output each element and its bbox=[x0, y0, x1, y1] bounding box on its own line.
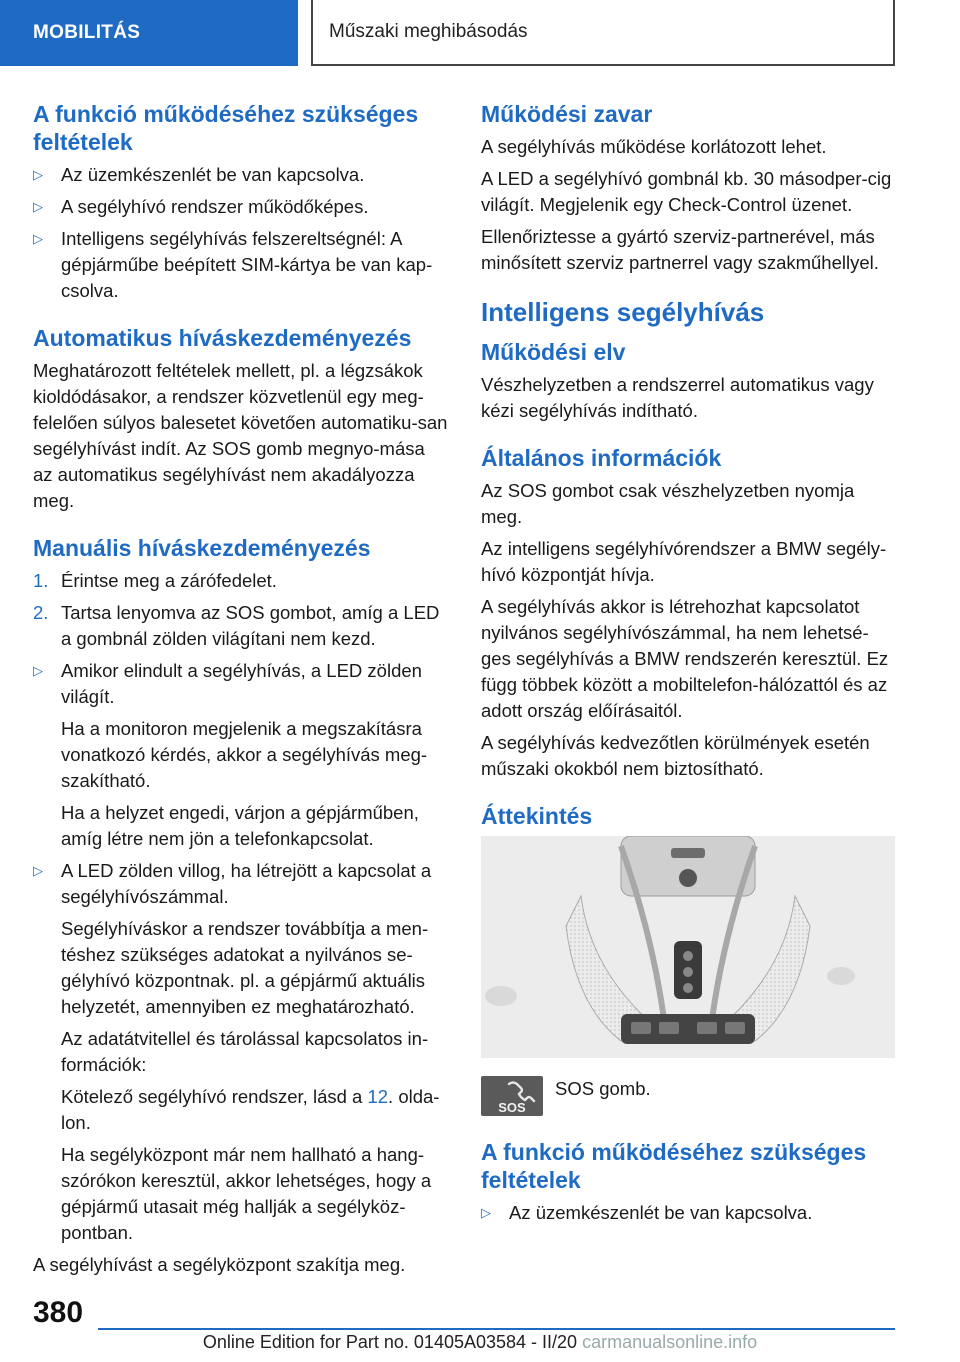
bullet-triangle-icon: ▷ bbox=[481, 1205, 491, 1220]
bullet-triangle-icon: ▷ bbox=[33, 863, 43, 878]
left-column bbox=[33, 100, 448, 1284]
paragraph: Ellenőriztesse a gyártó szerviz-partnerével, más minősített szerviz partnerrel vagy szakműhellyel. bbox=[481, 226, 879, 273]
page-header bbox=[0, 0, 960, 66]
overhead-console-image bbox=[481, 836, 895, 1058]
paragraph: Az adatátvitellel és tárolással kapcsolatos in-formációk: bbox=[61, 1028, 429, 1075]
bullet-triangle-icon: ▷ bbox=[33, 231, 43, 246]
bullet-triangle-icon: ▷ bbox=[33, 199, 43, 214]
paragraph: A segélyhívás kedvezőtlen körülmények esetén műszaki okokból nem biztosítható. bbox=[481, 732, 870, 779]
heading-conditions: A funkció működéséhez szükséges feltételek bbox=[33, 101, 419, 155]
step-item: 1. Érintse meg a zárófedelet. bbox=[33, 570, 277, 591]
list-item: ▷ A LED zölden villog, ha létrejött a kapcsolat a segélyhívószámmal. bbox=[33, 860, 432, 907]
heading-conditions: A funkció működéséhez szükséges feltételek bbox=[481, 1139, 867, 1193]
paragraph-with-link: Kötelező segélyhívó rendszer, lásd a 12. olda-lon. bbox=[61, 1086, 440, 1133]
sos-button-icon bbox=[481, 1076, 543, 1116]
paragraph: A LED a segélyhívó gombnál kb. 30 másodper-cig világít. Megjelenik egy Check-Control üzenet. bbox=[481, 168, 892, 215]
heading-intelligent-call: Intelligens segélyhívás bbox=[481, 297, 765, 327]
footer-edition: Online Edition for Part no. 01405A03584 - II/20 carmanualsonline.info bbox=[202, 1332, 758, 1352]
automatic-call-text: Meghatározott feltételek mellett, pl. a légzsákok kioldódásakor, a rendszer közvetlenül egy meg-felelően súlyos balesetet követően automatiku-san segélyhívást indít. Az SOS gomb megnyo-mása az automatikus segélyhívást nem akadályozza meg. bbox=[33, 360, 448, 511]
bullet-triangle-icon: ▷ bbox=[33, 167, 43, 182]
svg-text:SOS: SOS bbox=[498, 1100, 526, 1115]
heading-general-info: Általános információk bbox=[481, 445, 722, 471]
paragraph: Az intelligens segélyhívórendszer a BMW segély-hívó központját hívja. bbox=[481, 538, 887, 585]
footer-divider bbox=[98, 1328, 895, 1330]
list-item: ▷ Amikor elindult a segélyhívás, a LED zölden világít. bbox=[33, 660, 422, 707]
section-title: Műszaki meghibásodás bbox=[311, 0, 895, 66]
step-item: 2. Tartsa lenyomva az SOS gombot, amíg a LED a gombnál zölden világítani nem kezd. bbox=[33, 602, 440, 649]
paragraph: Ha segélyközpont már nem hallható a hang-szórókon keresztül, akkor lehetséges, hogy a gépjármű utasait még hallják a segélyköz-pontban. bbox=[61, 1144, 432, 1243]
page-number: 380 bbox=[33, 1296, 84, 1329]
paragraph: Ha a helyzet engedi, várjon a gépjárműben, amíg létre nem jön a telefonkapcsolat. bbox=[61, 802, 419, 849]
sos-legend bbox=[481, 1076, 895, 1116]
overhead-console-illustration bbox=[481, 836, 895, 1058]
closing-text: A segélyhívást a segélyközpont szakítja meg. bbox=[33, 1254, 406, 1275]
paragraph: Vészhelyzetben a rendszerrel automatikus vagy kézi segélyhívás indítható. bbox=[481, 374, 874, 421]
paragraph: Ha a monitoron megjelenik a megszakításra vonatkozó kérdés, akkor a segélyhívás meg-szakítható. bbox=[61, 718, 428, 791]
list-item: ▷ Intelligens segélyhívás felszereltségnél: A gépjárműbe beépített SIM-kártya be van kap-csolva. bbox=[33, 228, 433, 301]
paragraph: A segélyhívás akkor is létrehozhat kapcsolatot nyilvános segélyhívószámmal, ha nem lehetsé-ges segélyhívás a BMW rendszerén keresztül. Ez függ többek között a mobiltelefon-hálózattól és az adott ország előírásaitól. bbox=[481, 596, 889, 721]
right-column bbox=[481, 100, 895, 1232]
paragraph: Segélyhíváskor a rendszer továbbítja a men-téshez szükséges adatokat a nyilvános se-gélyhívó központnak. pl. a gépjármű aktuális helyzetét, amennyiben ez meghatározható. bbox=[61, 918, 429, 1017]
heading-overview: Áttekintés bbox=[481, 803, 593, 829]
list-item: ▷ Az üzemkészenlét be van kapcsolva. bbox=[33, 162, 448, 188]
paragraph: Az SOS gombot csak vészhelyzetben nyomja meg. bbox=[481, 480, 855, 527]
page-link[interactable]: 12 bbox=[367, 1086, 389, 1107]
heading-manual-call: Manuális híváskezdeményezés bbox=[33, 535, 371, 561]
paragraph: A segélyhívás működése korlátozott lehet. bbox=[481, 136, 827, 157]
watermark: carmanualsonline.info bbox=[582, 1332, 758, 1352]
heading-principle: Működési elv bbox=[481, 339, 626, 365]
sos-caption: SOS gomb. bbox=[555, 1078, 651, 1099]
bullet-triangle-icon: ▷ bbox=[33, 663, 43, 678]
list-item: ▷ Az üzemkészenlét be van kapcsolva. bbox=[481, 1200, 895, 1226]
list-item: ▷ A segélyhívó rendszer működőképes. bbox=[33, 194, 448, 220]
chapter-tab[interactable]: MOBILITÁS bbox=[0, 0, 298, 66]
heading-automatic-call: Automatikus híváskezdeményezés bbox=[33, 325, 412, 351]
heading-malfunction: Működési zavar bbox=[481, 101, 653, 127]
